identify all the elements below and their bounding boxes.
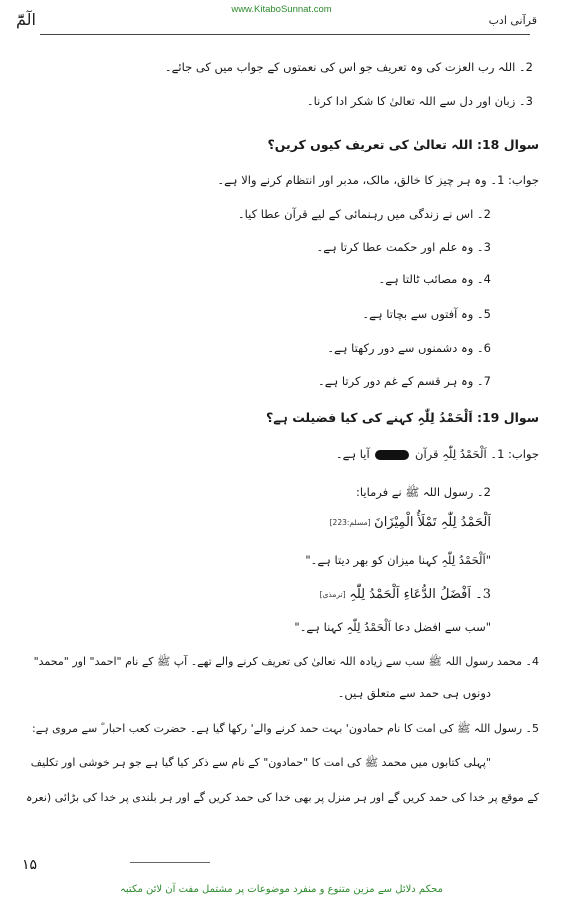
question-heading: سوال 19: اَلْحَمْدُ لِلّٰہِ کہنے کی کیا فضیلت ہے؟ <box>265 410 539 425</box>
answer-line: 2۔ اس نے زندگی میں رہنمائی کے لیے قرآن عطا کیا۔ <box>237 207 491 221</box>
answer-line: 5۔ رسول اللہ ﷺ کی امت کا نام حمادون' بہت حمد کرنے والے' رکھا گیا ہے۔ حضرت کعب احبار ؓ سے مروی ہے: <box>32 722 539 735</box>
quote-line: "پہلی کتابوں میں محمد ﷺ کی امت کا "حمادون" کے نام سے ذکر کیا گیا ہے جو ہر خوشی اور تکلیف <box>30 756 491 769</box>
answer-line: 2۔ رسول اللہ ﷺ نے فرمایا: <box>356 485 491 499</box>
arabic-hadith-line <box>320 587 491 602</box>
answer-line: 5۔ وہ آفتوں سے بچاتا ہے۔ <box>362 307 491 321</box>
text-line: 2۔ اللہ رب العزت کی وہ تعریف جو اس کی نعمتوں کے جواب میں کی جائے۔ <box>164 60 533 74</box>
answer-text: جواب: 1۔ اَلْحَمْدُ لِلّٰہِ قرآن <box>415 447 539 461</box>
question-heading: سوال 18: اللہ تعالیٰ کی تعریف کیوں کریں؟ <box>267 137 539 152</box>
answer-line: 3۔ وہ علم اور حکمت عطا کرتا ہے۔ <box>316 240 491 254</box>
answer-line: 4۔ محمد رسول اللہ ﷺ سب سے زیادہ اللہ تعالیٰ کی تعریف کرنے والے تھے۔ آپ ﷺ کے نام "احمد" اور "محمد" <box>33 655 539 668</box>
answer-line: جواب: 1۔ وہ ہر چیز کا خالق، مالک، مدبر اور انتظام کرنے والا ہے۔ <box>217 173 539 187</box>
answer-line <box>336 447 539 461</box>
redaction-mark <box>375 450 409 460</box>
answer-line: 6۔ وہ دشمنوں سے دور رکھتا ہے۔ <box>327 341 491 355</box>
header-rule <box>40 34 530 35</box>
answer-line: دونوں ہی حمد سے متعلق ہیں۔ <box>337 686 491 700</box>
arabic-hadith: اَلْحَمْدُ لِلّٰہِ تَمْلَأُ الْمِیْزَانَ <box>374 515 491 530</box>
quote-line: کے موقع پر خدا کی حمد کریں گے اور ہر منزل پر بھی خدا کی حمد کریں گے اور ہر بلندی پر خدا کی بڑائی (نعرہ <box>26 791 539 804</box>
answer-text: آیا ہے۔ <box>335 447 370 461</box>
answer-line: 4۔ وہ مصائب ٹالتا ہے۔ <box>378 272 491 286</box>
header-url[interactable]: www.KitaboSunnat.com <box>231 4 332 15</box>
arabic-hadith: 3۔ اَفْضَلُ الدُّعَاءِ اَلْحَمْدُ لِلّٰہِ <box>349 587 491 602</box>
chapter-mark: الٓمّٓ <box>16 10 36 29</box>
translation-line: "اَلْحَمْدُ لِلّٰہِ کہنا میزان کو بھر دیتا ہے۔" <box>305 553 491 567</box>
page-number: ۱۵ <box>22 857 38 873</box>
arabic-hadith-line <box>330 515 491 530</box>
translation-line: "سب سے افضل دعا اَلْحَمْدُ لِلّٰہِ کہنا ہے۔" <box>294 620 491 634</box>
footer-rule <box>130 862 210 863</box>
running-title: قرآنی ادب <box>488 14 537 27</box>
citation: [مسلم:223] <box>329 518 371 527</box>
text-line: 3۔ زبان اور دل سے اللہ تعالیٰ کا شکر ادا کرنا۔ <box>306 94 533 108</box>
answer-line: 7۔ وہ ہر قسم کے غم دور کرتا ہے۔ <box>318 374 491 388</box>
footer-tagline[interactable]: محکم دلائل سے مزین متنوع و منفرد موضوعات پر مشتمل مفت آن لائن مکتبہ <box>120 884 443 895</box>
citation: [ترمذی] <box>319 590 346 599</box>
